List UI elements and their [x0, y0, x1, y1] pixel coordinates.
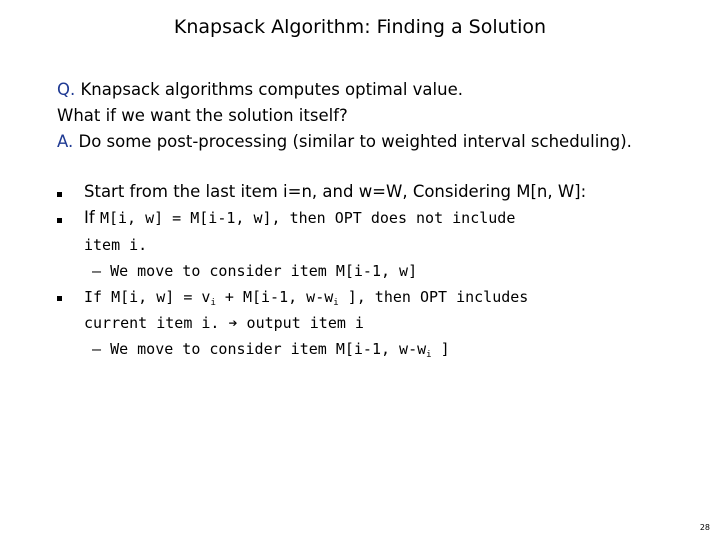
b3-line2-b: output item i — [237, 314, 364, 332]
sub-text: We move to consider item M[i-1, w] — [110, 262, 418, 280]
question-tag: Q. — [57, 80, 76, 99]
b3-sub-i: i — [210, 298, 216, 308]
bullet-2-code: M[i, w] = M[i-1, w], then OPT does not include — [99, 209, 516, 227]
bullet-marker-1 — [57, 192, 62, 197]
b3-sub-i2: i — [333, 298, 339, 308]
bullet-3-line-1 — [84, 288, 528, 308]
b3-sub-b: ] — [431, 340, 450, 358]
question-text: Knapsack algorithms computes optimal value. — [80, 80, 463, 99]
question-line-2: What if we want the solution itself? — [57, 106, 348, 125]
page-number: 28 — [699, 523, 710, 532]
bullet-1-text: Start from the last item i=n, and w=W, Considering M[n, W]: — [84, 182, 587, 201]
answer-tag: A. — [57, 132, 74, 151]
arrow-right-icon: ➔ — [228, 314, 238, 332]
bullet-marker-2 — [57, 218, 62, 223]
bullet-marker-3 — [57, 296, 62, 301]
b3-sub-i3: i — [426, 350, 432, 360]
question-line-1 — [57, 80, 463, 99]
b3-line2-a: current item i. — [84, 314, 220, 332]
sub-dash: – — [92, 340, 102, 358]
bullet-3-line-2 — [84, 314, 364, 332]
b3-part-c: ], then OPT includes — [338, 288, 529, 306]
sub-dash: – — [92, 262, 102, 280]
answer-line — [57, 132, 632, 151]
slide-title: Knapsack Algorithm: Finding a Solution — [173, 16, 547, 38]
bullet-3-sub-item — [92, 340, 450, 360]
bullet-2-line-2: item i. — [84, 236, 148, 254]
b3-sub-a: We move to consider item M[i-1, w-w — [110, 340, 427, 358]
b3-part-b: + M[i-1, w-w — [215, 288, 334, 306]
b3-part-a: If M[i, w] = v — [84, 288, 211, 306]
bullet-2-line-1 — [84, 208, 515, 227]
bullet-2-sub-item — [92, 262, 417, 280]
bullet-2-if: If — [84, 208, 95, 227]
answer-text: Do some post-processing (similar to weighted interval scheduling). — [78, 132, 632, 151]
